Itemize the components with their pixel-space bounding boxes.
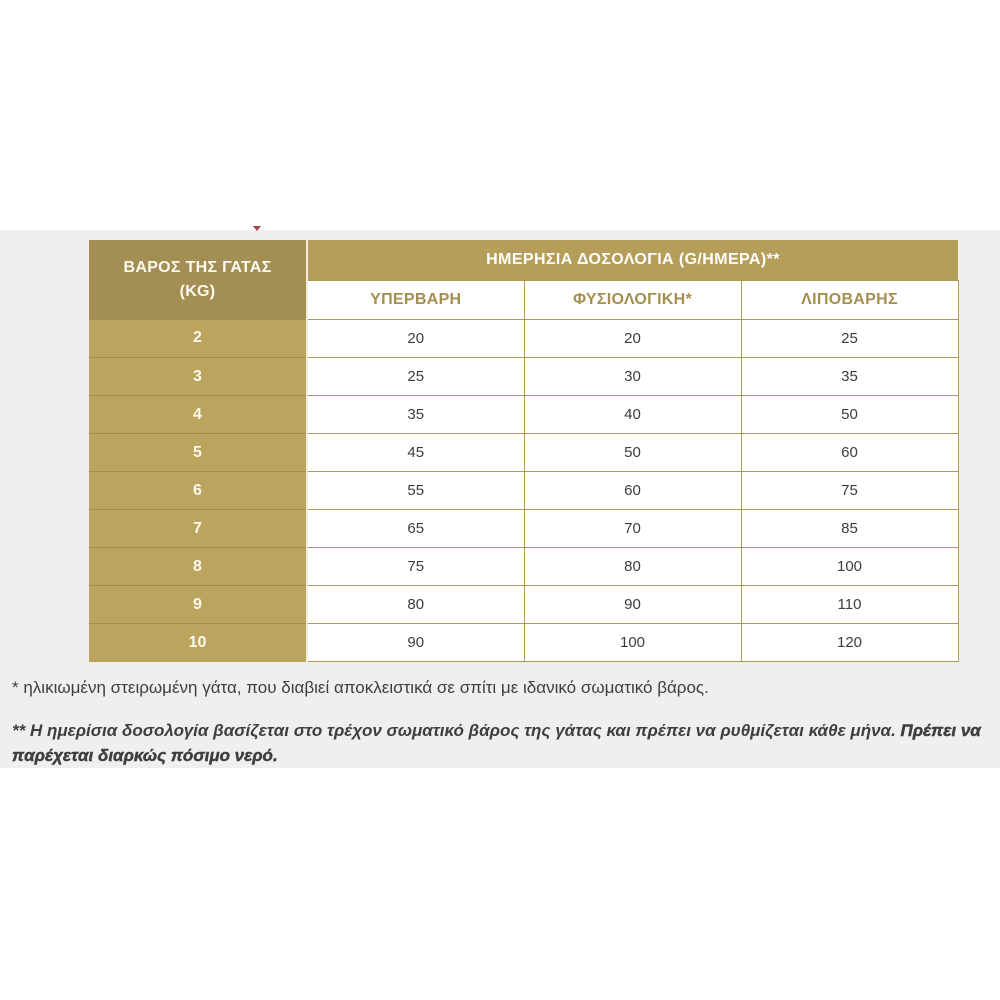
table-row xyxy=(89,624,958,662)
weight-cell: 5 xyxy=(89,434,307,472)
footnote2-text: ** Η ημερίσια δοσολογία βασίζεται στο τρέχον σωματικό βάρος της γάτας και πρέπει να ρυθμίζεται κάθε μήνα. xyxy=(12,721,901,740)
underweight-dose-cell: 25 xyxy=(741,320,958,358)
weight-cell: 7 xyxy=(89,510,307,548)
column-header-overweight: ΥΠΕΡΒΑΡΗ xyxy=(307,281,524,320)
normal-dose-cell: 80 xyxy=(524,548,741,586)
weight-cell: 3 xyxy=(89,358,307,396)
column-header-underweight: ΛΙΠΟΒΑΡΗΣ xyxy=(741,281,958,320)
table-row xyxy=(89,396,958,434)
daily-dosage-header: ΗΜΕΡΗΣΙΑ ΔΟΣΟΛΟΓΙΑ (G/ΗΜΕΡΑ)** xyxy=(307,240,958,281)
normal-dose-cell: 100 xyxy=(524,624,741,662)
red-cursor-artifact-icon xyxy=(253,226,261,231)
underweight-dose-cell: 120 xyxy=(741,624,958,662)
underweight-dose-cell: 100 xyxy=(741,548,958,586)
weight-cell: 2 xyxy=(89,320,307,358)
underweight-dose-cell: 60 xyxy=(741,434,958,472)
footnote2-emphasis: Πρέπει να παρέχεται διαρκώς πόσιμο νερό. xyxy=(12,721,981,765)
weight-cell: 9 xyxy=(89,586,307,624)
overweight-dose-cell: 55 xyxy=(307,472,524,510)
overweight-dose-cell: 35 xyxy=(307,396,524,434)
table-row xyxy=(89,358,958,396)
underweight-dose-cell: 35 xyxy=(741,358,958,396)
underweight-dose-cell: 75 xyxy=(741,472,958,510)
normal-dose-cell: 40 xyxy=(524,396,741,434)
column-header-normal: ΦΥΣΙΟΛΟΓΙΚΗ* xyxy=(524,281,741,320)
normal-dose-cell: 90 xyxy=(524,586,741,624)
weight-cell: 4 xyxy=(89,396,307,434)
underweight-dose-cell: 50 xyxy=(741,396,958,434)
main-header-row xyxy=(89,240,958,281)
normal-dose-cell: 30 xyxy=(524,358,741,396)
table-row xyxy=(89,472,958,510)
weight-header-line1: ΒΑΡΟΣ ΤΗΣ ΓΑΤΑΣ xyxy=(123,258,272,276)
weight-column-header xyxy=(89,240,307,320)
weight-cell: 6 xyxy=(89,472,307,510)
overweight-dose-cell: 80 xyxy=(307,586,524,624)
normal-dose-cell: 20 xyxy=(524,320,741,358)
table-row xyxy=(89,586,958,624)
overweight-dose-cell: 45 xyxy=(307,434,524,472)
overweight-dose-cell: 90 xyxy=(307,624,524,662)
underweight-dose-cell: 85 xyxy=(741,510,958,548)
table-row xyxy=(89,320,958,358)
feeding-dosage-table xyxy=(89,240,959,662)
weight-cell: 8 xyxy=(89,548,307,586)
table-row xyxy=(89,510,958,548)
table-row xyxy=(89,434,958,472)
footnote-double-asterisk xyxy=(12,718,984,768)
weight-cell: 10 xyxy=(89,624,307,662)
underweight-dose-cell: 110 xyxy=(741,586,958,624)
overweight-dose-cell: 75 xyxy=(307,548,524,586)
normal-dose-cell: 60 xyxy=(524,472,741,510)
overweight-dose-cell: 25 xyxy=(307,358,524,396)
normal-dose-cell: 70 xyxy=(524,510,741,548)
normal-dose-cell: 50 xyxy=(524,434,741,472)
footnote-asterisk: * ηλικιωμένη στειρωμένη γάτα, που διαβιεί αποκλειστικά σε σπίτι με ιδανικό σωματικό βάρος. xyxy=(12,678,709,697)
weight-header-line2: (KG) xyxy=(179,282,216,300)
overweight-dose-cell: 20 xyxy=(307,320,524,358)
overweight-dose-cell: 65 xyxy=(307,510,524,548)
table-row xyxy=(89,548,958,586)
